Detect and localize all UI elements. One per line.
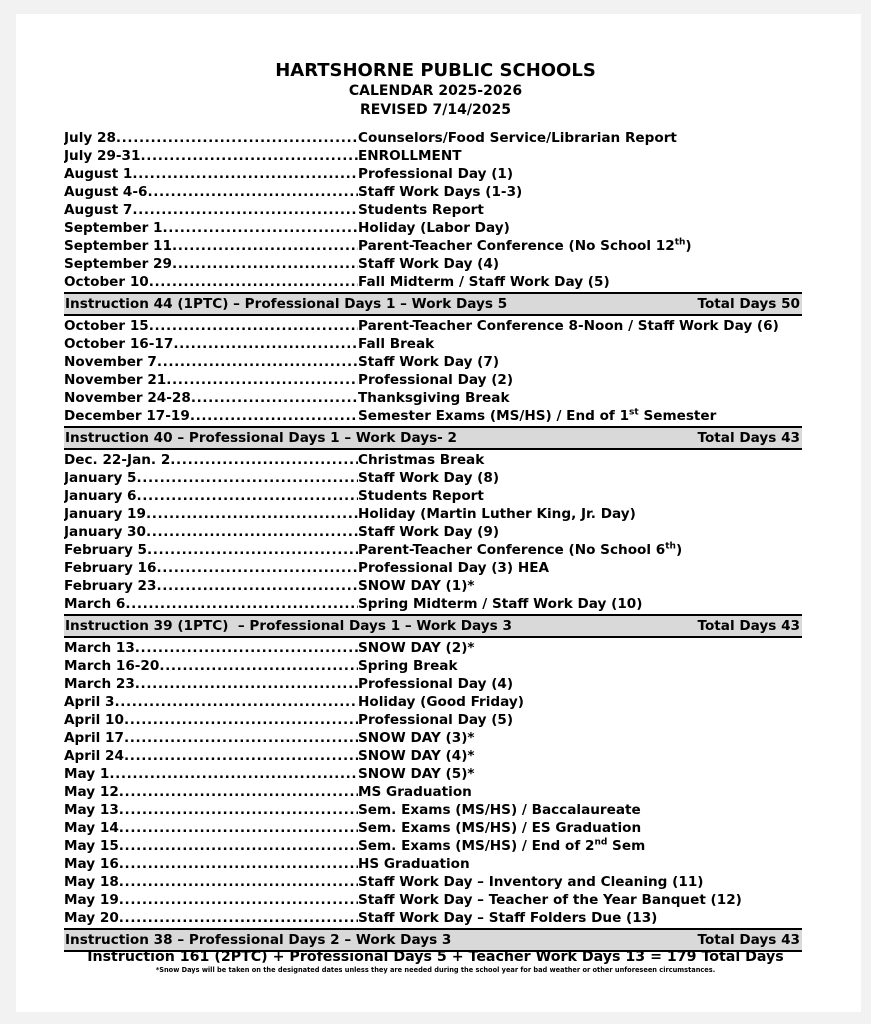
date-leader <box>64 371 358 389</box>
event-text: Spring Break <box>358 658 458 674</box>
calendar-subtitle: CALENDAR 2025-2026 <box>348 83 523 99</box>
event-text: ENROLLMENT <box>358 148 462 164</box>
calendar-date: May 15 <box>64 838 119 854</box>
dot-leader <box>119 909 358 927</box>
calendar-row <box>64 201 802 219</box>
calendar-row <box>64 523 802 541</box>
event-text: SNOW DAY (4)* <box>358 748 475 764</box>
calendar-date: April 10 <box>64 712 124 728</box>
dot-leader <box>173 335 358 353</box>
date-leader <box>64 201 358 219</box>
event-text: HS Graduation <box>358 856 470 872</box>
date-leader <box>64 675 358 693</box>
event-text: Staff Work Day (9) <box>358 524 500 540</box>
dot-leader <box>137 469 358 487</box>
summary-instruction: Instruction 39 (1PTC) – Professional Days 1 – Work Days 3 <box>65 618 512 634</box>
event-text: Professional Day (1) <box>358 166 514 182</box>
event-text: Students Report <box>358 488 484 504</box>
dot-leader <box>191 389 358 407</box>
calendar-row <box>64 407 802 425</box>
calendar-date: April 3 <box>64 694 115 710</box>
date-leader <box>64 855 358 873</box>
calendar-date: August 4-6 <box>64 184 148 200</box>
calendar-row <box>64 255 802 273</box>
dot-leader <box>119 873 358 891</box>
dot-leader <box>149 273 358 291</box>
date-leader <box>64 657 358 675</box>
dot-leader <box>119 891 358 909</box>
calendar-event <box>358 335 434 353</box>
calendar-event <box>358 765 475 783</box>
event-text: Parent-Teacher Conference (No School 6 <box>358 542 666 558</box>
calendar-row <box>64 747 802 765</box>
calendar-date: March 6 <box>64 596 126 612</box>
dot-leader <box>147 541 358 559</box>
event-text: Staff Work Day – Inventory and Cleaning (11) <box>358 874 704 890</box>
date-leader <box>64 595 358 613</box>
calendar-row <box>64 891 802 909</box>
dot-leader <box>146 523 358 541</box>
calendar-event <box>358 891 742 909</box>
summary-total-days: Total Days 50 <box>697 296 800 312</box>
event-text: Professional Day (5) <box>358 712 514 728</box>
calendar-date: March 16-20 <box>64 658 160 674</box>
event-text: SNOW DAY (3)* <box>358 730 475 746</box>
calendar-date: November 24-28 <box>64 390 191 406</box>
calendar-row <box>64 801 802 819</box>
calendar-date: September 29 <box>64 256 172 272</box>
event-text: Professional Day (3) HEA <box>358 560 549 576</box>
date-leader <box>64 505 358 523</box>
summary-instruction: Instruction 38 – Professional Days 2 – Work Days 3 <box>65 932 452 948</box>
date-leader <box>64 909 358 927</box>
section-summary <box>64 292 802 316</box>
event-text: MS Graduation <box>358 784 472 800</box>
event-text: Holiday (Labor Day) <box>358 220 510 236</box>
calendar-row <box>64 469 802 487</box>
dot-leader <box>172 255 358 273</box>
calendar-date: August 1 <box>64 166 133 182</box>
event-text: Staff Work Day (8) <box>358 470 500 486</box>
dot-leader <box>119 819 358 837</box>
calendar-row <box>64 559 802 577</box>
dot-leader <box>162 219 358 237</box>
calendar-event <box>358 711 513 729</box>
date-leader <box>64 183 358 201</box>
calendar-event <box>358 219 510 237</box>
calendar-event <box>358 273 610 291</box>
event-text: SNOW DAY (1)* <box>358 578 475 594</box>
calendar-list <box>64 129 802 953</box>
date-leader <box>64 451 358 469</box>
ordinal-suffix: nd <box>594 837 608 848</box>
date-leader <box>64 765 358 783</box>
event-text: SNOW DAY (2)* <box>358 640 475 656</box>
event-text: Christmas Break <box>358 452 485 468</box>
date-leader <box>64 523 358 541</box>
dot-leader <box>124 711 358 729</box>
calendar-date: May 16 <box>64 856 119 872</box>
date-leader <box>64 219 358 237</box>
event-text: Staff Work Days (1-3) <box>358 184 523 200</box>
event-text: Holiday (Martin Luther King, Jr. Day) <box>358 506 636 522</box>
summary-instruction: Instruction 40 – Professional Days 1 – Work Days- 2 <box>65 430 458 446</box>
dot-leader <box>114 693 358 711</box>
calendar-row <box>64 873 802 891</box>
event-text-tail: Sem <box>607 838 646 854</box>
dot-leader <box>132 165 358 183</box>
calendar-row <box>64 219 802 237</box>
event-text: Staff Work Day – Teacher of the Year Banquet (12) <box>358 892 742 908</box>
event-text: Parent-Teacher Conference 8-Noon / Staff Work Day (6) <box>358 318 779 334</box>
calendar-row <box>64 165 802 183</box>
calendar-date: November 7 <box>64 354 157 370</box>
date-leader <box>64 577 358 595</box>
calendar-date: January 5 <box>64 470 137 486</box>
event-text: Sem. Exams (MS/HS) / Baccalaureate <box>358 802 641 818</box>
calendar-event <box>358 577 475 595</box>
event-text: Staff Work Day (4) <box>358 256 500 272</box>
calendar-event <box>358 469 499 487</box>
dot-leader <box>135 675 358 693</box>
event-text: Fall Midterm / Staff Work Day (5) <box>358 274 610 290</box>
calendar-event <box>358 407 716 425</box>
dot-leader <box>140 147 358 165</box>
date-leader <box>64 147 358 165</box>
calendar-date: July 29-31 <box>64 148 141 164</box>
calendar-date: May 19 <box>64 892 119 908</box>
page-title: HARTSHORNE PUBLIC SCHOOLS <box>275 60 596 81</box>
dot-leader <box>148 183 359 201</box>
calendar-row <box>64 675 802 693</box>
calendar-row <box>64 657 802 675</box>
calendar-row <box>64 505 802 523</box>
calendar-row <box>64 819 802 837</box>
calendar-date: February 16 <box>64 560 157 576</box>
calendar-date: February 5 <box>64 542 147 558</box>
calendar-date: March 23 <box>64 676 135 692</box>
calendar-event <box>358 747 475 765</box>
calendar-date: January 19 <box>64 506 146 522</box>
calendar-event <box>358 559 549 577</box>
dot-leader <box>159 657 358 675</box>
calendar-row <box>64 317 802 335</box>
ordinal-suffix: th <box>674 237 686 248</box>
date-leader <box>64 801 358 819</box>
date-leader <box>64 747 358 765</box>
calendar-event <box>358 639 475 657</box>
calendar-row <box>64 487 802 505</box>
calendar-row <box>64 335 802 353</box>
event-text-tail: Semester <box>638 408 717 424</box>
date-leader <box>64 693 358 711</box>
calendar-date: May 1 <box>64 766 110 782</box>
dot-leader <box>146 505 358 523</box>
calendar-event <box>358 657 458 675</box>
event-text: Spring Midterm / Staff Work Day (10) <box>358 596 643 612</box>
calendar-date: Dec. 22-Jan. 2 <box>64 452 171 468</box>
event-text: Holiday (Good Friday) <box>358 694 524 710</box>
calendar-date: March 13 <box>64 640 135 656</box>
section-summary <box>64 426 802 450</box>
section-summary <box>64 614 802 638</box>
calendar-row <box>64 273 802 291</box>
dot-leader <box>172 237 358 255</box>
date-leader <box>64 255 358 273</box>
calendar-row <box>64 389 802 407</box>
dot-leader <box>135 639 358 657</box>
calendar-event <box>358 255 499 273</box>
calendar-date: April 24 <box>64 748 124 764</box>
calendar-event <box>358 873 704 891</box>
calendar-date: December 17-19 <box>64 408 190 424</box>
calendar-event <box>358 487 484 505</box>
date-leader <box>64 837 358 855</box>
calendar-row <box>64 595 802 613</box>
event-text: SNOW DAY (5)* <box>358 766 475 782</box>
calendar-event <box>358 129 677 147</box>
year-total: Instruction 161 (2PTC) + Professional Days 5 + Teacher Work Days 13 = 179 Total Days <box>87 949 784 965</box>
event-text: Semester Exams (MS/HS) / End of 1 <box>358 408 630 424</box>
calendar-row <box>64 451 802 469</box>
calendar-date: November 21 <box>64 372 167 388</box>
calendar-row <box>64 711 802 729</box>
calendar-date: May 12 <box>64 784 119 800</box>
date-leader <box>64 129 358 147</box>
calendar-row <box>64 765 802 783</box>
snow-day-note: *Snow Days will be taken on the designated dates unless they are needed during the school year for bad weather or other unforeseen circumstances. <box>155 966 716 974</box>
dot-leader <box>119 855 358 873</box>
event-text: Staff Work Day – Staff Folders Due (13) <box>358 910 658 926</box>
dot-leader <box>116 129 358 147</box>
dot-leader <box>119 783 358 801</box>
calendar-event <box>358 147 461 165</box>
calendar-event <box>358 505 636 523</box>
calendar-row <box>64 129 802 147</box>
calendar-row <box>64 371 802 389</box>
dot-leader <box>109 765 358 783</box>
event-text-tail: ) <box>685 238 692 254</box>
calendar-date: January 6 <box>64 488 137 504</box>
date-leader <box>64 317 358 335</box>
event-text: Professional Day (4) <box>358 676 514 692</box>
calendar-row <box>64 783 802 801</box>
calendar-row <box>64 541 802 559</box>
calendar-event <box>358 237 692 255</box>
calendar-event <box>358 819 641 837</box>
calendar-event <box>358 183 522 201</box>
calendar-event <box>358 451 484 469</box>
event-text: Sem. Exams (MS/HS) / ES Graduation <box>358 820 642 836</box>
event-text: Thanksgiving Break <box>358 390 510 406</box>
dot-leader <box>124 729 358 747</box>
calendar-date: September 11 <box>64 238 172 254</box>
calendar-event <box>358 541 682 559</box>
calendar-event <box>358 371 513 389</box>
calendar-row <box>64 729 802 747</box>
date-leader <box>64 729 358 747</box>
dot-leader <box>157 353 358 371</box>
event-text: Parent-Teacher Conference (No School 12 <box>358 238 675 254</box>
calendar-date: May 14 <box>64 820 119 836</box>
date-leader <box>64 487 358 505</box>
calendar-event <box>358 801 641 819</box>
calendar-event <box>358 353 499 371</box>
date-leader <box>64 559 358 577</box>
calendar-event <box>358 855 470 873</box>
calendar-event <box>358 729 475 747</box>
summary-total-days: Total Days 43 <box>697 430 800 446</box>
calendar-row <box>64 855 802 873</box>
calendar-event <box>358 389 509 407</box>
date-leader <box>64 407 358 425</box>
calendar-date: April 17 <box>64 730 124 746</box>
event-text: Counselors/Food Service/Librarian Report <box>358 130 677 146</box>
dot-leader <box>125 595 358 613</box>
ordinal-suffix: th <box>665 541 676 552</box>
event-text: Fall Break <box>358 336 435 352</box>
date-leader <box>64 891 358 909</box>
calendar-row <box>64 237 802 255</box>
calendar-event <box>358 201 484 219</box>
date-leader <box>64 711 358 729</box>
date-leader <box>64 639 358 657</box>
calendar-date: July 28 <box>64 130 116 146</box>
calendar-date: May 20 <box>64 910 119 926</box>
dot-leader <box>137 487 358 505</box>
date-leader <box>64 353 358 371</box>
event-text: Staff Work Day (7) <box>358 354 500 370</box>
dot-leader <box>156 559 358 577</box>
dot-leader <box>119 801 358 819</box>
calendar-date: January 30 <box>64 524 146 540</box>
event-text-tail: ) <box>675 542 683 558</box>
date-leader <box>64 165 358 183</box>
date-leader <box>64 819 358 837</box>
calendar-date: September 1 <box>64 220 163 236</box>
calendar-row <box>64 147 802 165</box>
calendar-event <box>358 317 779 335</box>
event-text: Students Report <box>358 202 484 218</box>
calendar-date: October 15 <box>64 318 149 334</box>
dot-leader <box>166 371 358 389</box>
date-leader <box>64 469 358 487</box>
calendar-date: February 23 <box>64 578 157 594</box>
calendar-row <box>64 837 802 855</box>
calendar-date: August 7 <box>64 202 133 218</box>
calendar-row <box>64 577 802 595</box>
calendar-event <box>358 909 657 927</box>
calendar-row <box>64 639 802 657</box>
dot-leader <box>119 837 358 855</box>
date-leader <box>64 783 358 801</box>
calendar-event <box>358 675 513 693</box>
summary-instruction: Instruction 44 (1PTC) – Professional Days 1 – Work Days 5 <box>65 296 508 312</box>
event-text: Sem. Exams (MS/HS) / End of 2 <box>358 838 595 854</box>
revised-date: REVISED 7/14/2025 <box>360 102 511 118</box>
calendar-row <box>64 693 802 711</box>
calendar-date: October 10 <box>64 274 149 290</box>
date-leader <box>64 237 358 255</box>
calendar-event <box>358 523 499 541</box>
calendar-row <box>64 183 802 201</box>
date-leader <box>64 335 358 353</box>
dot-leader <box>149 317 358 335</box>
calendar-date: May 13 <box>64 802 119 818</box>
calendar-event <box>358 783 472 801</box>
calendar-event <box>358 165 513 183</box>
date-leader <box>64 873 358 891</box>
dot-leader <box>132 201 358 219</box>
calendar-event <box>358 837 645 855</box>
calendar-event <box>358 595 642 613</box>
calendar-event <box>358 693 524 711</box>
dot-leader <box>156 577 358 595</box>
calendar-date: October 16-17 <box>64 336 174 352</box>
ordinal-suffix: st <box>629 407 639 418</box>
summary-total-days: Total Days 43 <box>697 618 800 634</box>
dot-leader <box>170 451 358 469</box>
dot-leader <box>190 407 358 425</box>
calendar-row <box>64 353 802 371</box>
date-leader <box>64 541 358 559</box>
calendar-row <box>64 909 802 927</box>
summary-total-days: Total Days 43 <box>697 932 800 948</box>
dot-leader <box>124 747 358 765</box>
event-text: Professional Day (2) <box>358 372 514 388</box>
date-leader <box>64 389 358 407</box>
calendar-date: May 18 <box>64 874 119 890</box>
date-leader <box>64 273 358 291</box>
